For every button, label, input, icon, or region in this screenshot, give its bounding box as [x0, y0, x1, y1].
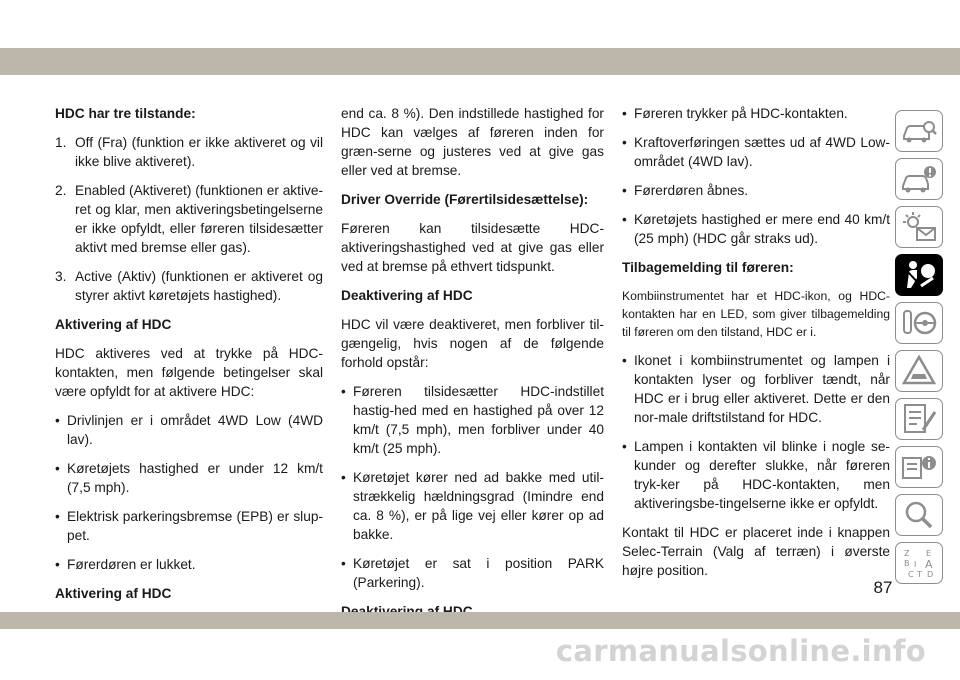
deactivation-heading: Deaktivering af HDC [341, 288, 473, 303]
list-item: • Førerdøren er lukket. [55, 555, 323, 574]
column-3 [622, 104, 890, 590]
activation-heading-2: Aktivering af HDC [55, 586, 172, 601]
mode-item [55, 267, 323, 305]
chapter-tabs [895, 110, 943, 590]
mode-text: Off (Fra) (funktion er ikke aktiveret og vil ikke blive aktiveret). [75, 135, 323, 169]
warning-car-icon [899, 354, 939, 388]
switch-location-paragraph: Kontakt til HDC er placeret inde i knappen Selec-Terrain (Valg af terræn) i øverste højre position. [622, 525, 890, 578]
list-item: • Drivlinjen er i området 4WD Low (4WD lav). [55, 411, 323, 449]
info-multimedia-icon [899, 450, 939, 484]
index-letter: B [904, 559, 910, 568]
bottom-bar [0, 612, 960, 629]
index-letter: A [925, 558, 933, 571]
car-search-icon [899, 114, 939, 148]
index-az-icon [899, 546, 939, 580]
override-heading: Driver Override (Førertilsidesættelse): [341, 192, 589, 207]
tab-light-message[interactable] [895, 206, 943, 248]
override-paragraph: Føreren kan tilsidesætte HDC-aktiveringshastighed ved at give gas eller ved at bremse på ethvert tidspunkt. [341, 221, 604, 274]
service-checklist-icon [899, 402, 939, 436]
mode-number: 2. [55, 183, 67, 198]
car-info-icon [899, 162, 939, 196]
list-item: • Køretøjet er sat i position PARK (Parkering). [341, 554, 604, 592]
disengage-conditions [622, 104, 890, 248]
watermark: carmanualsonline.info [555, 634, 926, 668]
column-2 [341, 104, 604, 679]
top-band [0, 0, 960, 75]
column-1 [55, 104, 323, 680]
tab-car-search[interactable] [895, 110, 943, 152]
tab-key-steering[interactable] [895, 302, 943, 344]
list-item: • Føreren tilsidesætter HDC-indstillet hastig-hed med en hastighed på over 12 km/t (7,5 mph), men forbliver under 40 km/t (25 mph). [341, 382, 604, 458]
index-letter: E [926, 549, 932, 558]
list-item: • Køretøjets hastighed er mere end 40 km/t (25 mph) (HDC går straks ud). [622, 210, 890, 248]
list-item: • Køretøjet kører ned ad bakke med util-strækkelig hældningsgrad (Imindre end ca. 8 %), er på lige vej eller kører op ad bakke. [341, 468, 604, 544]
activation-paragraph: HDC aktiveres ved at trykke på HDC-kontakten, men følgende betingelser skal være opfyldt for at aktivere HDC: [55, 346, 323, 399]
modes-list [55, 133, 323, 305]
tab-service-checklist[interactable] [895, 398, 943, 440]
mode-number: 3. [55, 269, 67, 284]
tab-search[interactable] [895, 494, 943, 536]
tab-seat-airbag[interactable] [895, 254, 943, 296]
deactivation-conditions [341, 382, 604, 592]
index-letter: D [927, 570, 934, 579]
index-letter: C [908, 570, 914, 579]
activation-heading: Aktivering af HDC [55, 317, 172, 332]
feedback-heading: Tilbagemelding til føreren: [622, 260, 794, 275]
seat-airbag-icon [899, 258, 939, 292]
index-letter: T [917, 570, 922, 579]
mode-item [55, 181, 323, 257]
index-letter: Z [904, 549, 910, 558]
feedback-paragraph: Kombiinstrumentet har et HDC-ikon, og HDC-kontakten har en LED, som giver tilbagemelding til føreren om den tilstand, HDC er i. [622, 289, 890, 339]
list-item: • Køretøjets hastighed er under 12 km/t (7,5 mph). [55, 459, 323, 497]
mode-text: Active (Aktiv) (funktionen er aktiveret og styrer aktivt køretøjets hastighed). [75, 269, 323, 303]
mode-text: Enabled (Aktiveret) (funktionen er aktive-ret og klar, men aktiveringsbetingelserne er ikke opfyldt, eller føreren tilsidesætter aktivt med bremse eller gas). [75, 183, 324, 255]
mode-item [55, 133, 323, 171]
modes-heading: HDC har tre tilstande: [55, 106, 196, 121]
list-item: • Ikonet i kombiinstrumentet og lampen i kontakten lyser og forbliver tændt, når HDC er i brug eller aktiveret. Dette er den nor-male driftstilstand for HDC. [622, 351, 890, 427]
tab-warning-car[interactable] [895, 350, 943, 392]
key-steering-icon [899, 306, 939, 340]
deactivation-paragraph: HDC vil være deaktiveret, men forbliver til-gængelig, hvis nogen af de følgende forhold opstår: [341, 317, 604, 370]
list-item: • Førerdøren åbnes. [622, 181, 890, 200]
list-item: • Lampen i kontakten vil blinke i nogle se-kunder og derefter slukke, når føreren tryk-ker på HDC-kontakten, men aktiveringsbe-tingelserne ikke er opfyldt. [622, 437, 890, 513]
continued-paragraph: end ca. 8 %). Den indstillede hastighed for HDC kan vælges af føreren inden for græn-serne og justeres ved at give gas eller ved at bremse. [341, 106, 604, 178]
top-bar [0, 48, 960, 75]
tab-index[interactable] [895, 542, 943, 584]
list-item: • Kraftoverføringen sættes ud af 4WD Low-området (4WD lav). [622, 133, 890, 171]
activation-conditions [55, 411, 323, 574]
tab-info-multimedia[interactable] [895, 446, 943, 488]
feedback-list [622, 351, 890, 513]
mode-number: 1. [55, 135, 67, 150]
light-message-icon [899, 210, 939, 244]
search-icon [899, 498, 939, 532]
page-number: 87 [873, 578, 893, 597]
index-letter: I [914, 560, 917, 569]
list-item: • Føreren trykker på HDC-kontakten. [622, 104, 890, 123]
list-item: • Elektrisk parkeringsbremse (EPB) er slup-pet. [55, 507, 323, 545]
tab-car-info[interactable] [895, 158, 943, 200]
